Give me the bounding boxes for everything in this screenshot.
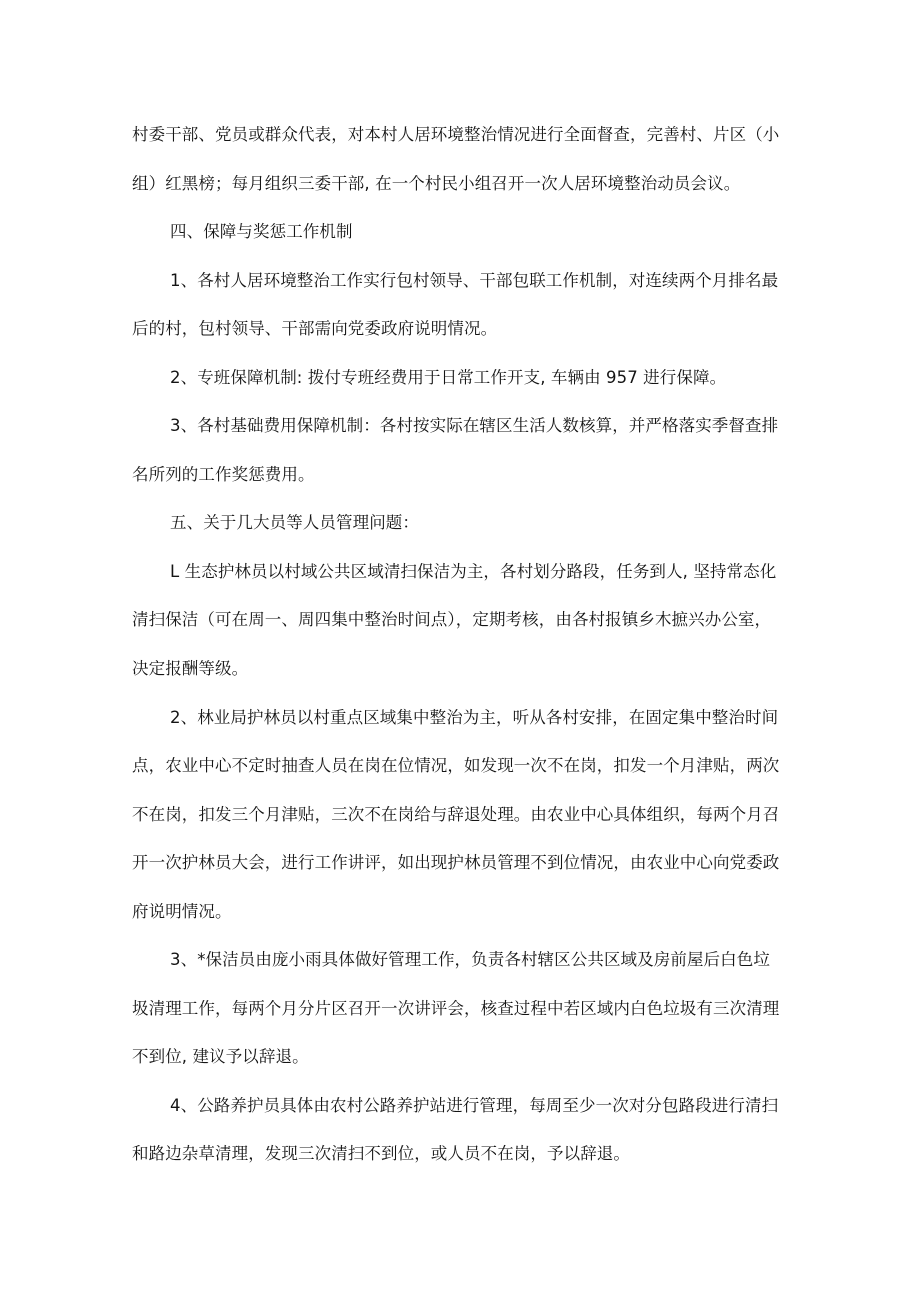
text-line: 点，农业中心不定时抽查人员在岗在位情况，如发现一次不在岗，扣发一个月津贴，两次 — [132, 756, 780, 775]
text-line: 3、*保洁员由庞小雨具体做好管理工作，负责各村辖区公共区域及房前屋后白色垃 — [170, 950, 770, 969]
text-line: 开一次护林员大会，进行工作讲评，如出现护林员管理不到位情况，由农业中心向党委政 — [132, 853, 780, 872]
text-line: 村委干部、党员或群众代表，对本村人居环境整治情况进行全面督查，完善村、片区（小 — [132, 125, 780, 144]
text-line: 名所列的工作奖惩费用。 — [132, 465, 315, 484]
text-line: 4、公路养护员具体由农村公路养护站进行管理，每周至少一次对分包路段进行清扫 — [170, 1096, 779, 1115]
text-line: 府说明情况。 — [132, 902, 232, 921]
text-line: 2、林业局护林员以村重点区域集中整治为主，听从各村安排，在固定集中整治时间 — [170, 708, 779, 727]
text-line: 2、专班保障机制: 拨付专班经费用于日常工作开支, 车辆由 957 进行保障。 — [170, 368, 727, 387]
text-line: 不到位, 建议予以辞退。 — [132, 1047, 309, 1066]
text-line: 3、各村基础费用保障机制：各村按实际在辖区生活人数核算，并严格落实季督查排 — [170, 416, 779, 435]
text-line: 后的村，包村领导、干部需向党委政府说明情况。 — [132, 319, 498, 338]
text-line: 不在岗，扣发三个月津贴，三次不在岗给与辞退处理。由农业中心具体组织，每两个月召 — [132, 805, 780, 824]
text-line: 圾清理工作，每两个月分片区召开一次讲评会，核查过程中若区域内白色垃圾有三次清理 — [132, 999, 780, 1018]
text-line: 决定报酬等级。 — [132, 659, 249, 678]
text-line: 1、各村人居环境整治工作实行包村领导、干部包联工作机制，对连续两个月排名最 — [170, 271, 779, 290]
text-line: 组）红黑榜；每月组织三委干部, 在一个村民小组召开一次人居环境整治动员会议。 — [132, 174, 741, 193]
text-line: 和路边杂草清理，发现三次清扫不到位，或人员不在岗，予以辞退。 — [132, 1144, 630, 1163]
text-line: L 生态护林员以村域公共区域清扫保洁为主，各村划分路段，任务到人, 坚持常态化 — [170, 562, 777, 581]
section-heading-4: 四、保障与奖惩工作机制 — [170, 222, 353, 241]
text-line: 清扫保洁（可在周一、周四集中整治时间点），定期考核，由各村报镇乡木摭兴办公室， — [132, 610, 772, 629]
section-heading-5: 五、关于几大员等人员管理问题： — [170, 513, 419, 532]
